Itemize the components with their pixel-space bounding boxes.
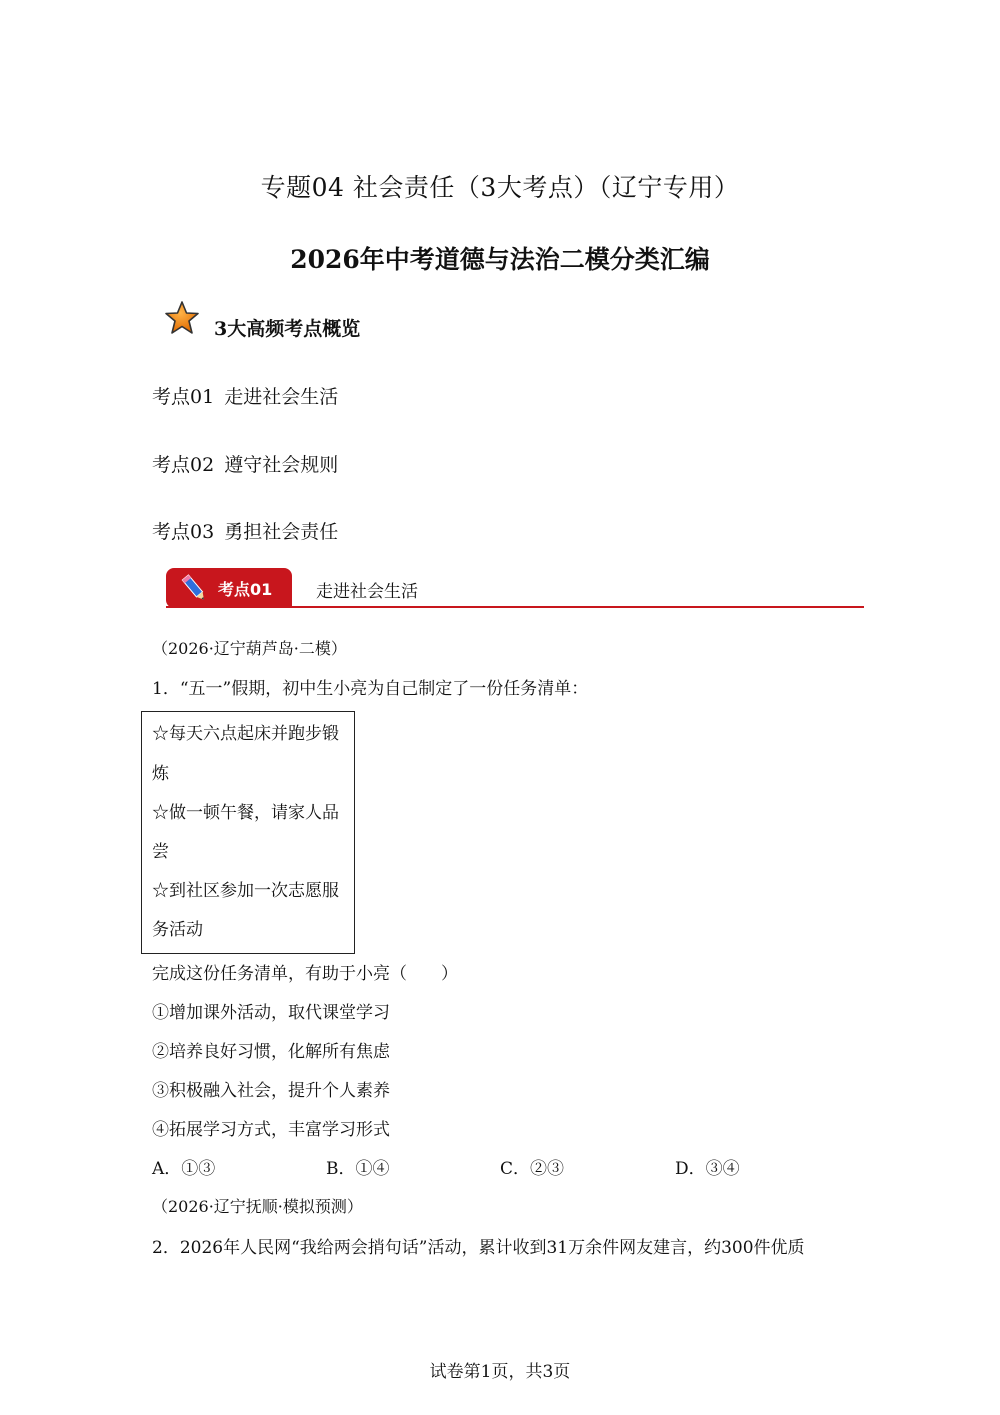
task-line: 炼 xyxy=(152,764,169,784)
question-source: （2026·辽宁抚顺·模拟预测） xyxy=(152,1197,363,1216)
topic-number: 考点01 xyxy=(152,386,215,408)
task-line: 务活动 xyxy=(152,920,203,940)
topic-item-3 xyxy=(152,517,338,544)
topic-number: 考点02 xyxy=(152,454,215,476)
page-footer: 试卷第1页，共3页 xyxy=(429,1362,571,1382)
task-line: ☆到社区参加一次志愿服 xyxy=(152,881,339,901)
option-b[interactable]: B．①④ xyxy=(326,1159,390,1179)
topic-item-1 xyxy=(152,382,338,409)
statement-item: ①增加课外活动，取代课堂学习 xyxy=(152,1003,390,1023)
section-title: 走进社会生活 xyxy=(316,582,418,602)
task-line: 尝 xyxy=(152,842,169,862)
option-c[interactable]: C．②③ xyxy=(500,1159,565,1179)
section-badge-label: 考点01 xyxy=(218,580,273,599)
topic-name: 走进社会生活 xyxy=(224,386,339,408)
statement-item: ④拓展学习方式，丰富学习形式 xyxy=(152,1120,390,1140)
page-title: 专题04 社会责任（3大考点）（辽宁专用） xyxy=(260,173,740,202)
task-line: ☆每天六点起床并跑步锻 xyxy=(152,724,339,744)
question-prompt: 完成这份任务清单，有助于小亮（ ） xyxy=(152,964,458,984)
topic-name: 遵守社会规则 xyxy=(224,454,339,476)
page-subtitle: 2026年中考道德与法治二模分类汇编 xyxy=(290,245,710,274)
question-stem: 2．2026年人民网“我给两会捎句话”活动，累计收到31万余件网友建言，约300件优质 xyxy=(152,1238,805,1258)
topic-number: 考点03 xyxy=(152,521,215,543)
question-source: （2026·辽宁葫芦岛·二模） xyxy=(152,639,347,658)
star-icon xyxy=(164,300,200,336)
task-line: ☆做一顿午餐，请家人品 xyxy=(152,803,339,823)
pencil-icon xyxy=(178,572,212,606)
statement-item: ③积极融入社会，提升个人素养 xyxy=(152,1081,390,1101)
section-divider xyxy=(166,606,864,608)
overview-title: 3大高频考点概览 xyxy=(214,318,361,340)
option-a[interactable]: A．①③ xyxy=(152,1159,216,1179)
topic-item-2 xyxy=(152,450,338,477)
statement-item: ②培养良好习惯，化解所有焦虑 xyxy=(152,1042,390,1062)
topic-name: 勇担社会责任 xyxy=(224,521,339,543)
question-stem: 1．“五一”假期，初中生小亮为自己制定了一份任务清单： xyxy=(152,679,589,699)
option-d[interactable]: D．③④ xyxy=(675,1159,740,1179)
